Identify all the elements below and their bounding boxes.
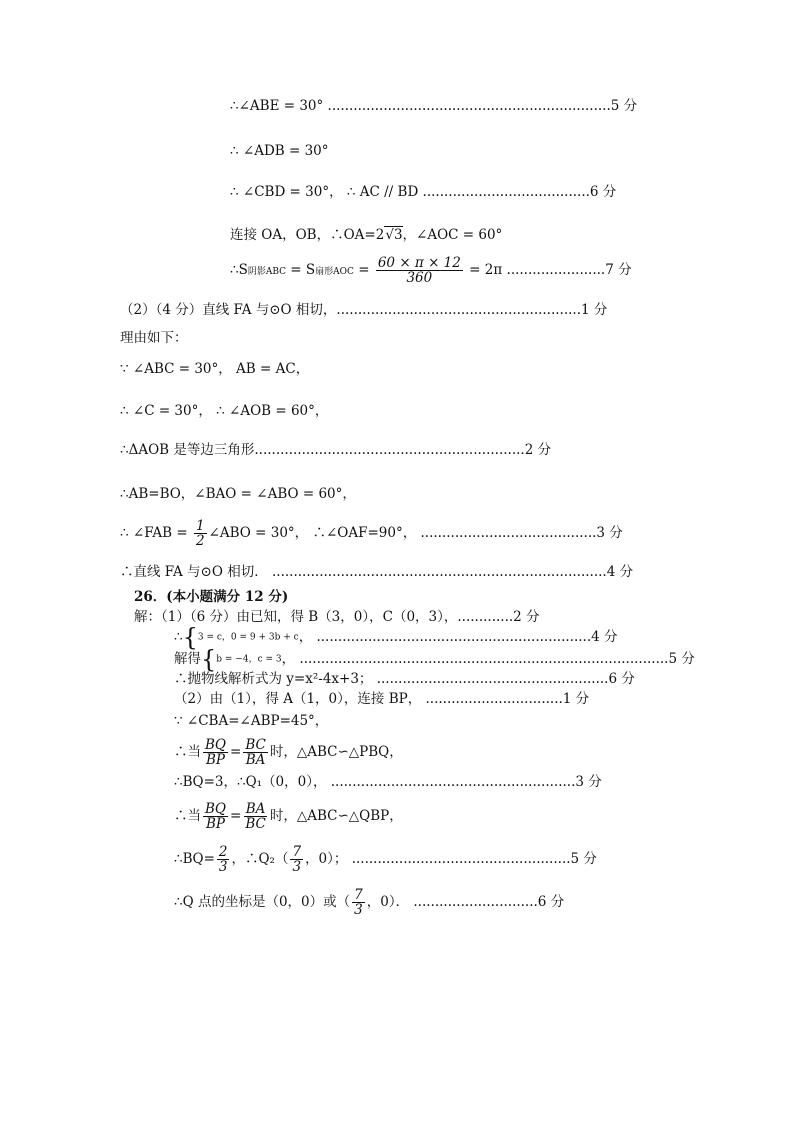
q-x-numerator: 7 [354,887,363,903]
line-5 [230,256,632,285]
line-23-eq: = [230,808,242,824]
line-21 [174,738,403,767]
ratio-1-denominator: BP [205,752,225,768]
line-16-a: ∴ [174,629,183,645]
line-8: ∵ ∠ABC = 30°， AB = AC， [120,361,310,377]
ratio-bc-ba [243,738,268,767]
line-11: ∴AB=BO，∠BAO = ∠ABO = 60°， [120,486,356,502]
line-23-a: ∴当 [174,808,201,824]
bq-fraction [217,845,230,874]
ratio-3-numerator: BQ [205,801,226,817]
line-5-sub1: 阴影ABC [247,267,287,277]
ratio-1-numerator: BQ [205,737,226,753]
bq-denominator: 3 [218,859,228,875]
line-12 [120,519,623,548]
line-7: 理由如下： [120,330,188,346]
line-17-system: b = −4，c = 3 [216,654,282,665]
line-12-a: ∴ ∠FAB = [120,525,192,541]
line-4-radicand: 3 [393,227,403,243]
area-fraction-numerator: 60 × π × 12 [377,255,461,271]
line-4 [230,226,502,244]
ratio-4-numerator: BA [245,801,266,817]
ratio-4-denominator: BC [245,816,266,832]
line-20: ∵ ∠CBA=∠ABP=45°， [174,713,329,729]
line-17-a: 解得 [174,651,201,667]
half-denominator: 2 [195,533,205,549]
line-23 [174,802,403,831]
line-16-system: 3 = c，0 = 9 + 3b + c [197,632,299,643]
q-x-fraction [352,888,365,917]
ratio-2-numerator: BC [245,737,266,753]
line-24-c: ，0）； ...................................................5 分 [305,851,597,867]
ratio-2-denominator: BA [245,752,266,768]
line-1: ∴∠ABE = 30° ..................................................................5 分 [230,98,638,114]
line-5-s2: = S [286,262,316,278]
area-fraction-denominator: 360 [406,270,433,286]
ratio-ba-bc [243,802,268,831]
line-23-b: 时，△ABC∽△QBP， [269,808,403,824]
line-9: ∴ ∠C = 30°， ∴ ∠AOB = 60°， [120,403,329,419]
line-24-a: ∴BQ= [174,851,215,867]
line-25-b: ，0）． .............................6 分 [366,894,565,910]
line-21-a: ∴当 [174,744,201,760]
ratio-3-denominator: BP [205,816,225,832]
ratio-bq-bp-2 [203,802,228,831]
line-4-text-c: ，∠AOC = 60° [402,227,503,243]
line-18: ∴抛物线解析式为 y=x²-4x+3； ......................................................6 分 [174,671,635,687]
line-21-eq: = [230,744,242,760]
line-3: ∴ ∠CBD = 30°， ∴ AC // BD .......................................6 分 [230,184,617,200]
bq-numerator: 2 [218,844,228,860]
line-16: ∴{3 = c，0 = 9 + 3b + c， ................................................................4 分 [174,623,618,652]
line-19: （2）由（1），得 A（1，0），连接 BP， ................................1 分 [174,691,590,707]
line-13: ∴直线 FA 与⊙O 相切． ..............................................................................4 分 [120,564,634,580]
line-25-a: ∴Q 点的坐标是（0，0）或（ [174,894,351,910]
line-10: ∴ΔAOB 是等边三角形...............................................................2 分 [120,442,552,458]
ratio-bq-bp [203,738,228,767]
q2-x-numerator: 7 [292,844,302,860]
line-2: ∴ ∠ADB = 30° [230,143,329,159]
area-fraction [376,256,463,285]
half-numerator: 1 [195,518,205,534]
half-fraction [194,519,207,548]
line-25 [174,888,564,917]
line-5-end: = 2π .......................7 分 [464,262,632,278]
line-21-b: 时，△ABC∽△PBQ， [269,744,403,760]
line-6: （2）（4 分）直线 FA 与⊙O 相切，.........................................................1 分 [120,302,608,318]
sqrt-three: √3 [385,227,403,243]
q2-x-fraction [290,845,303,874]
line-17-c: ， ......................................................................................5 分 [281,651,695,667]
line-16-c: ， ................................................................4 分 [298,629,618,645]
line-5-s1: ∴S [230,262,248,278]
line-14: 26．(本小题满分 12 分) [134,589,289,605]
q-x-denominator: 3 [354,902,363,918]
line-24 [174,845,597,874]
line-24-b: ，∴Q₂（ [231,851,289,867]
line-5-sub2: 扇形AOC [315,267,354,277]
line-17: 解得{b = −4，c = 3， ......................................................................................5 分 [174,645,695,674]
line-15: 解：（1）（6 分）由已知，得 B（3，0），C（0，3），.............2 分 [134,609,540,625]
q2-x-denominator: 3 [292,859,302,875]
line-4-text-a: 连接 OA，OB，∴OA=2 [230,227,385,243]
line-22: ∴BQ=3，∴Q₁（0，0）， .........................................................3 分 [174,774,602,790]
line-12-b: ∠ABO = 30°， ∴∠OAF=90°， .........................................3 分 [208,525,623,541]
line-5-eq: = [353,262,374,278]
